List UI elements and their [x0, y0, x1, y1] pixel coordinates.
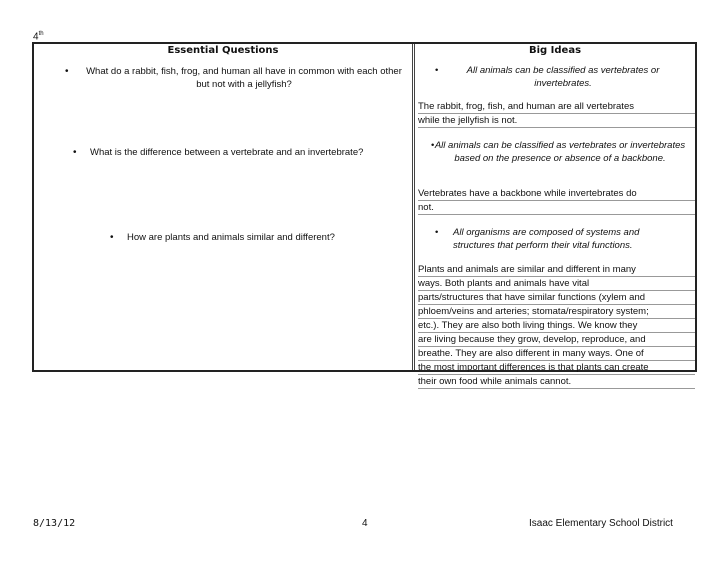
answer-line: are living because they grow, develop, reproduce, and — [418, 333, 695, 347]
big-idea-3 — [435, 226, 675, 252]
bullet-icon: • — [431, 140, 435, 151]
big-idea-3-answer — [415, 263, 695, 389]
grade-suffix: th — [38, 31, 44, 37]
question-1 — [34, 65, 412, 91]
question-2 — [34, 146, 412, 159]
answer-line: parts/structures that have similar functions (xylem and — [418, 291, 695, 305]
question-1-text: What do a rabbit, fish, frog, and human all have in common with each other but not with a jellyfish? — [86, 66, 402, 90]
big-idea-1-answer — [415, 100, 695, 128]
big-ideas-column — [415, 44, 695, 387]
footer-page-number: 4 — [362, 518, 368, 529]
answer-line: The rabbit, frog, fish, and human are all vertebrates — [418, 100, 695, 114]
big-idea-2 — [425, 139, 689, 165]
footer-date: 8/13/12 — [33, 518, 76, 529]
answer-line: breathe. They are also different in many ways. One of — [418, 347, 695, 361]
answer-line: phloem/veins and arteries; stomata/respiratory system; — [418, 305, 695, 319]
question-3-text: How are plants and animals similar and different? — [127, 232, 335, 243]
bullet-icon: • — [110, 232, 114, 243]
answer-line: etc.). They are also both living things. We know they — [418, 319, 695, 333]
essential-questions-column — [34, 44, 415, 370]
answer-line: not. — [418, 201, 695, 215]
big-idea-3-text: All organisms are composed of systems and structures that perform their vital functions. — [453, 227, 640, 251]
bullet-icon: • — [435, 227, 439, 238]
big-idea-2-answer — [415, 187, 695, 215]
curriculum-table — [32, 42, 697, 387]
question-3 — [34, 231, 412, 244]
essential-questions-header: Essential Questions — [167, 45, 279, 56]
question-2-text: What is the difference between a vertebrate and an invertebrate? — [90, 147, 364, 158]
answer-line: Plants and animals are similar and different in many — [418, 263, 695, 277]
answer-line: Vertebrates have a backbone while invertebrates do — [418, 187, 695, 201]
bullet-icon: • — [435, 65, 439, 76]
footer-district: Isaac Elementary School District — [529, 518, 673, 529]
big-ideas-header: Big Ideas — [528, 45, 582, 56]
big-idea-2-text: All animals can be classified as vertebrates or invertebrates based on the presence or absence of a backbone. — [434, 140, 686, 164]
answer-line: while the jellyfish is not. — [418, 114, 695, 128]
grade-label: 4th — [33, 31, 44, 43]
big-idea-1-text: All animals can be classified as vertebrates or invertebrates. — [466, 65, 660, 89]
answer-line: the most important differences is that plants can create — [418, 361, 695, 375]
big-idea-1 — [431, 64, 681, 90]
bullet-icon: • — [73, 147, 77, 158]
answer-line: their own food while animals cannot. — [418, 375, 695, 389]
answer-line: ways. Both plants and animals have vital — [418, 277, 695, 291]
bullet-icon: • — [65, 66, 69, 77]
